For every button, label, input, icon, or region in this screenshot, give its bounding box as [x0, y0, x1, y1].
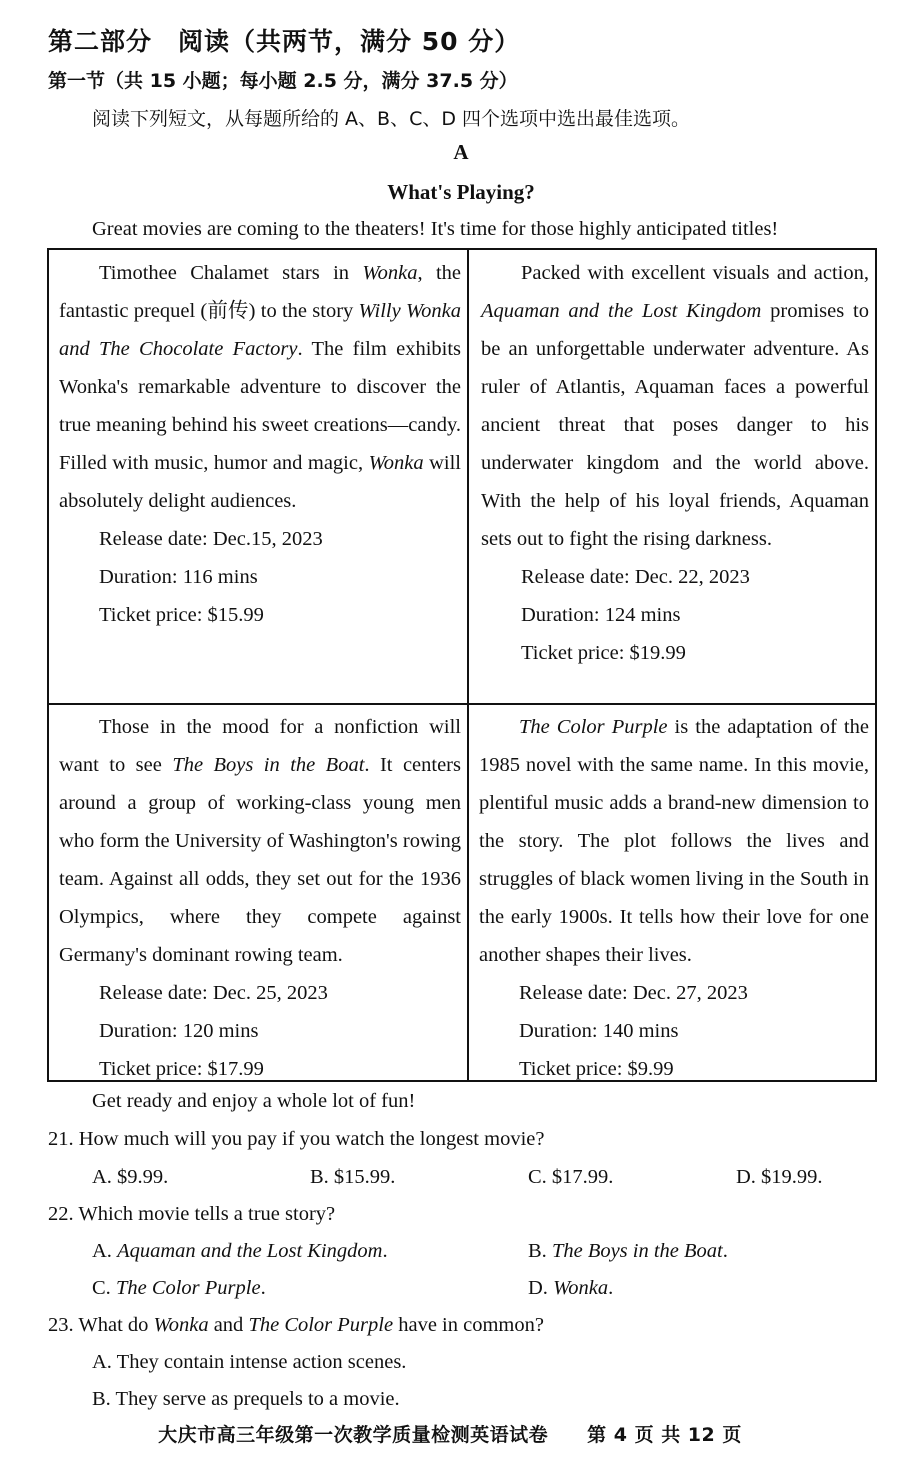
page-footer: 大庆市高三年级第一次教学质量检测英语试卷 第 4 页 共 12 页 [158, 1424, 742, 1446]
grid-divider-vertical [467, 250, 469, 1080]
grid-divider-horizontal [49, 703, 875, 705]
option-21-b[interactable]: B. $15.99. [310, 1166, 396, 1188]
option-21-d[interactable]: D. $19.99. [736, 1166, 823, 1188]
ticket-price: Ticket price: $19.99 [521, 642, 686, 664]
passage-outro: Get ready and enjoy a whole lot of fun! [92, 1090, 416, 1112]
option-23-a[interactable]: A. They contain intense action scenes. [92, 1351, 407, 1373]
option-21-c[interactable]: C. $17.99. [528, 1166, 614, 1188]
question-23: 23. What do Wonka and The Color Purple have in common? [48, 1314, 544, 1336]
ticket-price: Ticket price: $9.99 [519, 1058, 674, 1080]
release-date: Release date: Dec.15, 2023 [99, 528, 323, 550]
movie-title: The Color Purple [519, 716, 668, 738]
question-21: 21. How much will you pay if you watch the longest movie? [48, 1128, 545, 1150]
movie-card-aquaman [481, 254, 869, 672]
movie-title: The Boys in the Boat [172, 754, 365, 776]
option-21-a[interactable]: A. $9.99. [92, 1166, 169, 1188]
movie-description: The Color Purple is the adaptation of the 1985 novel with the same name. In this movie, plentiful music adds a brand-new dimension to the story. The plot follows the lives and struggles of black women living in the South in the early 1900s. It tells how their love for one another shapes their lives. [479, 716, 869, 966]
duration: Duration: 120 mins [99, 1020, 259, 1042]
movie-grid [47, 248, 877, 1082]
question-22: 22. Which movie tells a true story? [48, 1203, 336, 1225]
subsection-heading: 第一节（共 15 小题；每小题 2.5 分，满分 37.5 分） [48, 70, 518, 92]
option-22-d[interactable]: D. Wonka. [528, 1277, 614, 1299]
instruction-text: 阅读下列短文，从每题所给的 A、B、C、D 四个选项中选出最佳选项。 [92, 108, 691, 130]
option-22-c[interactable]: C. The Color Purple. [92, 1277, 266, 1299]
ticket-price: Ticket price: $17.99 [99, 1058, 264, 1080]
movie-card-wonka [59, 254, 461, 634]
release-date: Release date: Dec. 27, 2023 [519, 982, 748, 1004]
passage-letter: A [453, 140, 469, 164]
release-date: Release date: Dec. 25, 2023 [99, 982, 328, 1004]
movie-description: Packed with excellent visuals and action, Aquaman and the Lost Kingdom promises to be an unforgettable underwater adventure. As ruler of Atlantis, Aquaman faces a powerful ancient threat that poses danger to his underwater kingdom and the world above. With the help of his loyal friends, Aquaman sets out to fight the rising darkness. [481, 262, 869, 550]
duration: Duration: 140 mins [519, 1020, 679, 1042]
option-22-b[interactable]: B. The Boys in the Boat. [528, 1240, 728, 1262]
passage-title: What's Playing? [387, 180, 535, 204]
ticket-price: Ticket price: $15.99 [99, 604, 264, 626]
duration: Duration: 116 mins [99, 566, 258, 588]
duration: Duration: 124 mins [521, 604, 681, 626]
release-date: Release date: Dec. 22, 2023 [521, 566, 750, 588]
option-22-a[interactable]: A. Aquaman and the Lost Kingdom. [92, 1240, 388, 1262]
movie-title: Aquaman and the Lost Kingdom [481, 300, 762, 322]
movie-card-color-purple [479, 708, 869, 1088]
movie-title: Willy Wonka and The Chocolate Factory [59, 300, 461, 360]
option-23-b[interactable]: B. They serve as prequels to a movie. [92, 1388, 400, 1410]
passage-intro: Great movies are coming to the theaters! It's time for those highly anticipated titles! [92, 218, 779, 240]
movie-title: Wonka [368, 452, 424, 474]
section-heading: 第二部分 阅读（共两节，满分 50 分） [48, 27, 521, 56]
movie-card-boys-in-the-boat [59, 708, 461, 1088]
movie-description: Timothee Chalamet stars in Wonka, the fantastic prequel (前传) to the story Willy Wonka and The Chocolate Factory. The film exhibits Wonka's remarkable adventure to discover the true meaning behind his sweet creations—candy. Filled with music, humor and magic, Wonka will absolutely delight audiences. [59, 262, 462, 512]
movie-title: Wonka [362, 262, 418, 284]
movie-description: Those in the mood for a nonfiction will want to see The Boys in the Boat. It centers around a group of working-class young men who form the University of Washington's rowing team. Against all odds, they set out for the 1936 Olympics, where they compete against Germany's dominant rowing team. [59, 716, 461, 966]
